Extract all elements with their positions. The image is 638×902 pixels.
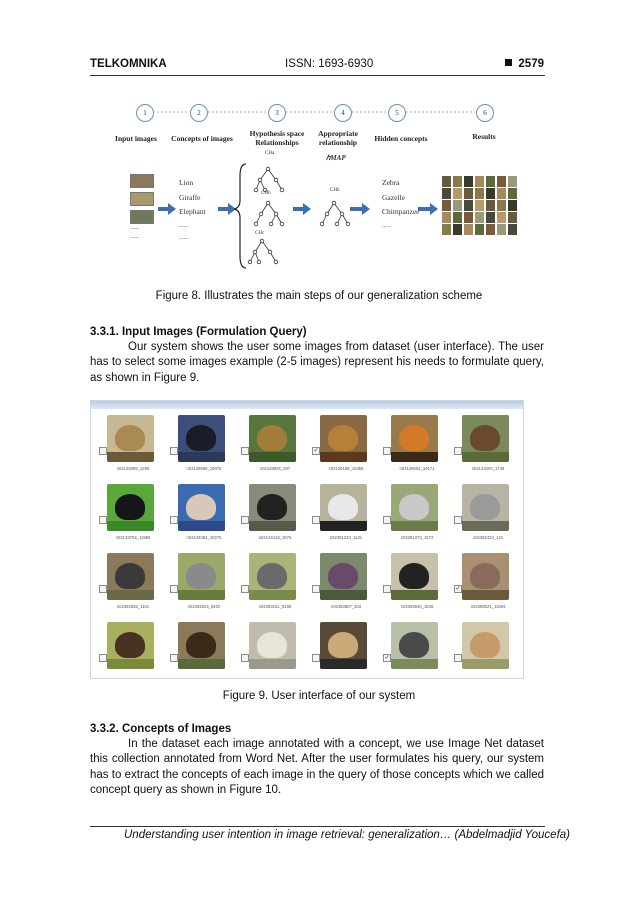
- figure-8-diagram: [100, 96, 540, 281]
- select-checkbox[interactable]: [454, 447, 462, 455]
- select-checkbox[interactable]: [383, 516, 391, 524]
- hyp-label-c: CHc: [255, 231, 265, 236]
- animal-thumbnail[interactable]: [391, 622, 438, 669]
- image-id-label: n02391373_1572: [400, 535, 434, 540]
- select-checkbox[interactable]: [99, 585, 107, 593]
- thumbnail-animal: [115, 563, 145, 589]
- image-tile[interactable]: [310, 482, 382, 551]
- image-tile[interactable]: [168, 551, 240, 620]
- brace-icon: [234, 164, 246, 268]
- image-id-label: n02392824_6402: [187, 604, 221, 609]
- input-thumb-elephant: [130, 210, 154, 224]
- result-thumb: [464, 200, 473, 211]
- figure-8-caption: Figure 8. Illustrates the main steps of our generalization scheme: [155, 290, 483, 302]
- select-checkbox[interactable]: [312, 654, 320, 662]
- result-thumb: [453, 200, 462, 211]
- result-thumb: [508, 176, 517, 187]
- select-checkbox[interactable]: [312, 585, 320, 593]
- col-input-images: Input images: [115, 134, 157, 143]
- result-thumb: [453, 176, 462, 187]
- thumbnail-ground: [320, 521, 367, 531]
- thumbnail-ground: [107, 659, 154, 669]
- concept-elephant: Elephant: [179, 207, 206, 216]
- input-thumb-lion: [130, 174, 154, 188]
- select-checkbox[interactable]: [241, 654, 249, 662]
- select-checkbox[interactable]: [454, 654, 462, 662]
- select-checkbox[interactable]: ✓: [384, 655, 390, 661]
- animal-thumbnail[interactable]: [107, 415, 154, 462]
- image-tile[interactable]: [168, 413, 240, 482]
- thumbnail-animal: [186, 563, 216, 589]
- arrow-icon: [218, 203, 236, 215]
- hidden-ellipsis: ......: [382, 223, 391, 229]
- thumbnail-ground: [107, 521, 154, 531]
- animal-thumbnail[interactable]: [249, 622, 296, 669]
- thumbnail-ground: [462, 521, 509, 531]
- thumbnail-animal: [186, 494, 216, 520]
- select-checkbox[interactable]: [170, 654, 178, 662]
- thumbnail-animal: [399, 563, 429, 589]
- image-tile[interactable]: [452, 551, 524, 620]
- page-number: 2579: [518, 58, 544, 70]
- tree-icon: [254, 167, 284, 192]
- result-thumb: [464, 212, 473, 223]
- thumbnail-ground: [178, 452, 225, 462]
- select-checkbox[interactable]: ✓: [313, 448, 319, 454]
- result-thumb: [497, 176, 506, 187]
- thumbnail-ground: [391, 521, 438, 531]
- thumbnail-ground: [107, 452, 154, 462]
- animal-thumbnail[interactable]: [249, 415, 296, 462]
- result-thumb: [442, 224, 451, 235]
- result-thumb: [464, 176, 473, 187]
- result-thumb: [486, 176, 495, 187]
- col-appropriate-relationship: Appropriate relationship: [318, 129, 358, 147]
- animal-thumbnail[interactable]: [320, 622, 367, 669]
- thumbnail-animal: [328, 563, 358, 589]
- result-thumb: [508, 224, 517, 235]
- step-1-marker: 1: [136, 104, 154, 122]
- result-thumb: [475, 176, 484, 187]
- image-id-label: n02391234_1131: [329, 535, 363, 540]
- image-id-label: n02393807_303: [330, 604, 362, 609]
- thumbnail-ground: [462, 659, 509, 669]
- step-5-marker: 5: [388, 104, 406, 122]
- journal-name: TELKOMNIKA: [90, 58, 167, 70]
- input-ellipsis-2: ......: [130, 234, 139, 240]
- image-tile[interactable]: [97, 482, 169, 551]
- animal-thumbnail[interactable]: [462, 553, 509, 600]
- result-thumb: [508, 200, 517, 211]
- image-tile[interactable]: [381, 482, 453, 551]
- thumbnail-ground: [320, 452, 367, 462]
- image-id-label: n02128385_1296: [116, 466, 150, 471]
- animal-thumbnail[interactable]: [462, 415, 509, 462]
- running-footer: Understanding user intention in image retrieval: generalization… (Abdelmadjid Youcefa): [124, 829, 570, 841]
- tree-icon: [320, 201, 350, 226]
- result-thumb: [486, 224, 495, 235]
- hidden-zebra: Zebra: [382, 178, 400, 187]
- hidden-gazelle: Gazelle: [382, 193, 405, 202]
- select-checkbox[interactable]: [99, 654, 107, 662]
- thumbnail-ground: [249, 590, 296, 600]
- section-3-3-1-paragraph: Our system shows the user some images from dataset (user interface). The user has to select some images example (2-5 images) represent his needs to formulate query, as shown in Figure 9.: [90, 341, 544, 384]
- image-tile[interactable]: [452, 482, 524, 551]
- select-checkbox[interactable]: [170, 447, 178, 455]
- thumbnail-ground: [320, 659, 367, 669]
- image-tile[interactable]: [97, 620, 169, 679]
- issn: ISSN: 1693-6930: [285, 58, 374, 70]
- thumbnail-animal: [257, 425, 287, 451]
- results-grid: [442, 176, 522, 236]
- animal-thumbnail[interactable]: [462, 484, 509, 531]
- hyp-label-b: CHb: [261, 191, 271, 196]
- result-thumb: [497, 188, 506, 199]
- arrow-icon: [418, 203, 438, 215]
- header-rule: [90, 75, 545, 76]
- select-checkbox[interactable]: [99, 516, 107, 524]
- image-tile[interactable]: [97, 551, 169, 620]
- result-thumb: [497, 200, 506, 211]
- animal-thumbnail[interactable]: [391, 553, 438, 600]
- image-tile[interactable]: [239, 413, 311, 482]
- image-id-label: n02128925_287: [259, 466, 291, 471]
- tree-icon: [248, 239, 278, 264]
- input-ellipsis-1: ......: [130, 225, 139, 231]
- image-id-label: n02392555_1101: [116, 604, 150, 609]
- tree-icons: [248, 167, 350, 264]
- image-tile[interactable]: [381, 551, 453, 620]
- result-thumb: [475, 188, 484, 199]
- footer-rule: [90, 826, 545, 827]
- result-thumb: [453, 224, 462, 235]
- select-checkbox[interactable]: [241, 447, 249, 455]
- result-thumb: [464, 188, 473, 199]
- select-checkbox[interactable]: [454, 516, 462, 524]
- select-checkbox[interactable]: [241, 585, 249, 593]
- animal-thumbnail[interactable]: [178, 553, 225, 600]
- select-checkbox[interactable]: [312, 516, 320, 524]
- animal-thumbnail[interactable]: [107, 553, 154, 600]
- thumbnail-ground: [178, 659, 225, 669]
- image-id-label: n02134084_10275: [186, 535, 222, 540]
- image-tile[interactable]: [239, 482, 311, 551]
- step-3-marker: 3: [268, 104, 286, 122]
- step-4-marker: 4: [334, 104, 352, 122]
- select-checkbox[interactable]: [170, 516, 178, 524]
- image-id-label: n02133704_11868: [115, 535, 151, 540]
- animal-thumbnail[interactable]: [178, 484, 225, 531]
- col-concepts-of-images: Concepts of images: [171, 134, 233, 143]
- thumbnail-ground: [249, 452, 296, 462]
- image-tile[interactable]: [168, 482, 240, 551]
- image-id-label: n02128669_10076: [186, 466, 222, 471]
- thumbnail-animal: [186, 632, 216, 658]
- result-thumb: [486, 212, 495, 223]
- step-6-marker: 6: [476, 104, 494, 122]
- select-checkbox[interactable]: [99, 447, 107, 455]
- image-id-label: n02133400_1748: [471, 466, 505, 471]
- image-tile[interactable]: [239, 551, 311, 620]
- result-thumb: [486, 188, 495, 199]
- animal-thumbnail[interactable]: [249, 484, 296, 531]
- result-thumb: [508, 188, 517, 199]
- image-tile[interactable]: [452, 620, 524, 679]
- result-thumb: [442, 188, 451, 199]
- image-tile[interactable]: [239, 620, 311, 679]
- col-hidden-concepts: Hidden concepts: [374, 134, 428, 143]
- select-checkbox[interactable]: [383, 585, 391, 593]
- section-3-3-2-title: 3.3.2. Concepts of Images: [90, 723, 232, 735]
- thumbnail-animal: [328, 425, 358, 451]
- result-thumb: [486, 200, 495, 211]
- thumbnail-animal: [257, 632, 287, 658]
- thumbnail-ground: [462, 590, 509, 600]
- col-hypothesis-space: Hypothesis space Relationships: [249, 129, 305, 147]
- image-tile[interactable]: [310, 551, 382, 620]
- animal-thumbnail[interactable]: [320, 553, 367, 600]
- col-results: Results: [472, 132, 496, 141]
- square-bullet-icon: [505, 59, 512, 66]
- thumbnail-animal: [115, 425, 145, 451]
- animal-thumbnail[interactable]: [391, 415, 438, 462]
- concept-ellipsis-1: ......: [179, 223, 188, 229]
- thumbnail-animal: [115, 494, 145, 520]
- animal-thumbnail[interactable]: [391, 484, 438, 531]
- figure-9-screenshot: [90, 400, 524, 679]
- result-thumb: [442, 176, 451, 187]
- arrow-icon: [158, 203, 176, 215]
- image-tile[interactable]: [381, 413, 453, 482]
- tree-icon: [254, 201, 284, 226]
- animal-thumbnail[interactable]: [178, 622, 225, 669]
- thumbnail-animal: [328, 632, 358, 658]
- result-thumb: [453, 188, 462, 199]
- thumbnail-ground: [249, 659, 296, 669]
- thumbnail-ground: [462, 452, 509, 462]
- thumbnail-ground: [249, 521, 296, 531]
- select-checkbox[interactable]: [241, 516, 249, 524]
- thumbnail-animal: [470, 563, 500, 589]
- thumbnail-ground: [178, 590, 225, 600]
- thumbnail-ground: [391, 659, 438, 669]
- arrow-icon: [293, 203, 311, 215]
- thumbnail-animal: [399, 494, 429, 520]
- result-thumb: [497, 212, 506, 223]
- thumbnail-animal: [399, 632, 429, 658]
- result-thumb: [475, 224, 484, 235]
- step-2-marker: 2: [190, 104, 208, 122]
- image-id-label: n02129165_10455: [328, 466, 364, 471]
- image-id-label: n02393161_5198: [258, 604, 292, 609]
- image-tile[interactable]: [168, 620, 240, 679]
- thumbnail-animal: [257, 563, 287, 589]
- thumbnail-animal: [399, 425, 429, 451]
- animal-thumbnail[interactable]: [462, 622, 509, 669]
- section-3-3-1-title: 3.3.1. Input Images (Formulation Query): [90, 326, 307, 338]
- image-id-label: n02129604_10171: [399, 466, 435, 471]
- animal-thumbnail[interactable]: [107, 622, 154, 669]
- thumbnail-animal: [186, 425, 216, 451]
- figure-9-caption: Figure 9. User interface of our system: [222, 690, 416, 702]
- image-id-label: n02398521_11694: [470, 604, 506, 609]
- animal-thumbnail[interactable]: [178, 415, 225, 462]
- animal-thumbnail[interactable]: [107, 484, 154, 531]
- image-id-label: n02393940_1648: [400, 604, 434, 609]
- animal-thumbnail[interactable]: [320, 484, 367, 531]
- thumbnail-animal: [470, 632, 500, 658]
- thumbnail-ground: [391, 452, 438, 462]
- section-3-3-2-paragraph: In the dataset each image annotated with a concept, we use Image Net dataset this collection annotated from Word Net. After the user formulates his query, our system has to extract the concepts of each image in the query of those concepts which we called concept query as shown in Figure 10.: [90, 738, 544, 796]
- hidden-chimpanzee: Chimpanzee: [382, 207, 420, 216]
- image-id-label: n02392434_121: [472, 535, 504, 540]
- result-thumb: [464, 224, 473, 235]
- h-map-label: ℎMAP: [326, 154, 346, 162]
- page-number-wrap: [505, 58, 544, 70]
- thumbnail-animal: [470, 425, 500, 451]
- image-tile[interactable]: [97, 413, 169, 482]
- chosen-hyp-label: CHb: [330, 188, 340, 193]
- concept-ellipsis-2: ......: [179, 235, 188, 241]
- animal-thumbnail[interactable]: [249, 553, 296, 600]
- arrow-icon: [350, 203, 370, 215]
- select-checkbox[interactable]: [383, 447, 391, 455]
- browser-toolbar: [91, 401, 523, 409]
- image-tile[interactable]: [381, 620, 453, 679]
- thumbnail-ground: [391, 590, 438, 600]
- running-header: [90, 58, 544, 74]
- thumbnail-ground: [107, 590, 154, 600]
- thumbnail-animal: [470, 494, 500, 520]
- image-tile[interactable]: [310, 620, 382, 679]
- hyp-label-a: CHa: [265, 151, 275, 156]
- thumbnail-animal: [328, 494, 358, 520]
- image-tile[interactable]: [452, 413, 524, 482]
- input-thumb-giraffe: [130, 192, 154, 206]
- select-checkbox[interactable]: [170, 585, 178, 593]
- result-thumb: [453, 212, 462, 223]
- thumbnail-animal: [115, 632, 145, 658]
- thumbnail-animal: [257, 494, 287, 520]
- result-thumb: [475, 200, 484, 211]
- image-id-label: n02134418_1575: [258, 535, 292, 540]
- thumbnail-ground: [178, 521, 225, 531]
- concept-giraffe: Giraffe: [179, 193, 201, 202]
- result-thumb: [442, 200, 451, 211]
- thumbnail-ground: [320, 590, 367, 600]
- animal-thumbnail[interactable]: [320, 415, 367, 462]
- result-thumb: [475, 212, 484, 223]
- result-thumb: [497, 224, 506, 235]
- result-thumb: [442, 212, 451, 223]
- result-thumb: [508, 212, 517, 223]
- image-tile[interactable]: [310, 413, 382, 482]
- select-checkbox[interactable]: ✓: [455, 586, 461, 592]
- concept-lion: Lion: [179, 178, 194, 187]
